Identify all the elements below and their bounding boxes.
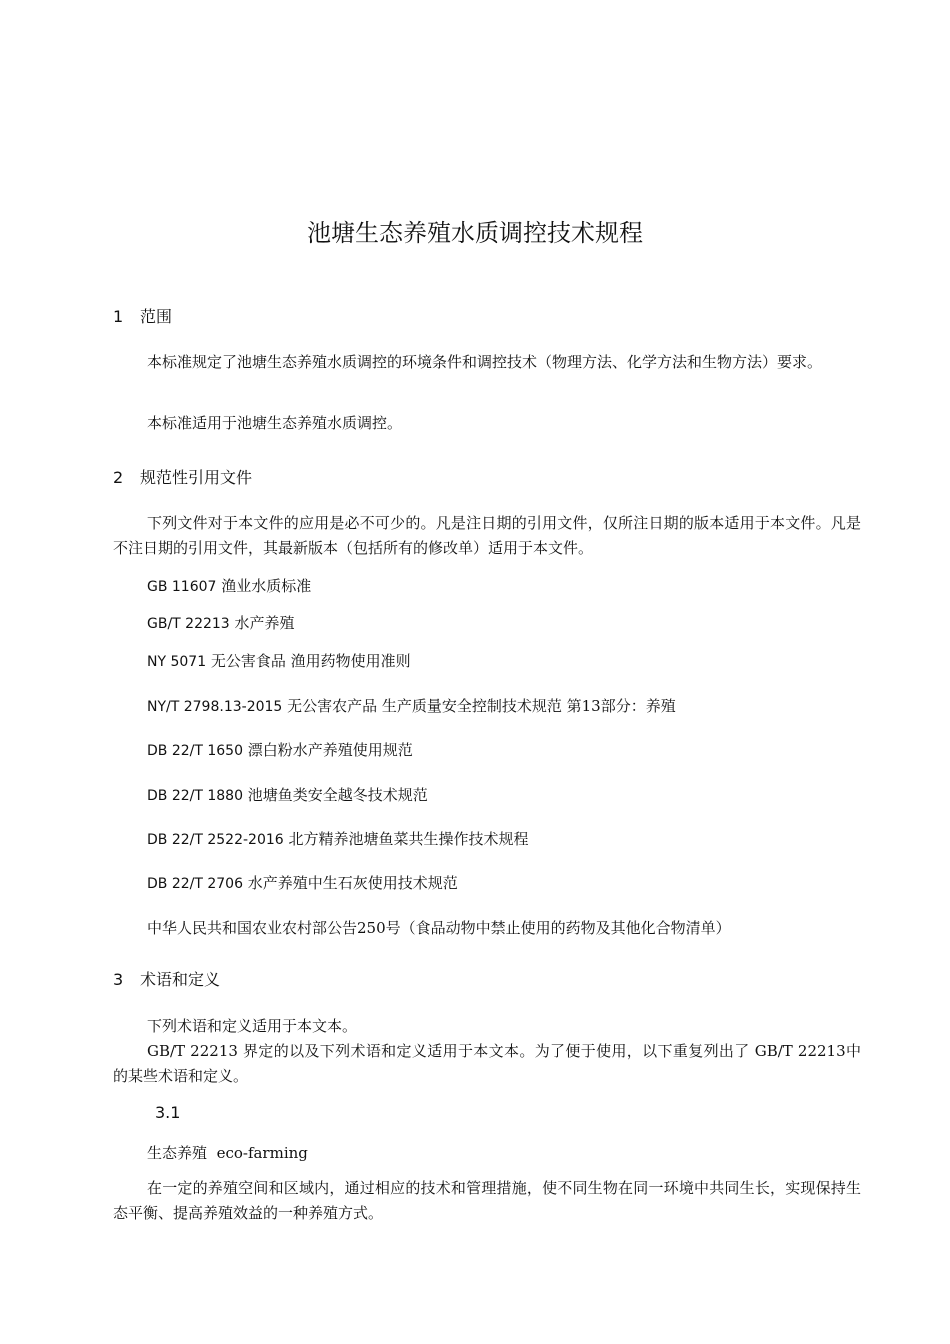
reference-code: GB/T 22213 (147, 616, 230, 632)
section-3-heading (113, 967, 220, 990)
reference-item (147, 650, 411, 671)
reference-name: 池塘鱼类安全越冬技术规范 (247, 786, 428, 804)
reference-name: 渔业水质标准 (221, 577, 312, 595)
section-1-heading (113, 304, 172, 327)
term-definition: 在一定的养殖空间和区域内，通过相应的技术和管理措施，使不同生物在同一环境中共同生长，实现保持生态平衡、提高养殖效益的一种养殖方式。 (113, 1179, 861, 1222)
reference-item (147, 612, 295, 633)
section-title: 规范性引用文件 (140, 468, 253, 487)
section-number: 3 (113, 970, 124, 989)
document-title: 池塘生态养殖水质调控技术规程 (307, 219, 643, 247)
reference-name: 北方精养池塘鱼菜共生操作技术规程 (288, 830, 529, 848)
reference-code: DB 22/T 2522-2016 (147, 832, 284, 848)
reference-name: 无公害农产品 生产质量安全控制技术规范 第13部分：养殖 (282, 697, 676, 715)
section-2-heading (113, 465, 252, 488)
section-1-paragraph-2: 本标准适用于池塘生态养殖水质调控。 (147, 414, 403, 432)
reference-name: 水产养殖中生石灰使用技术规范 (247, 874, 458, 892)
reference-name: 中华人民共和国农业农村部公告250号（食品动物中禁止使用的药物及其他化合物清单） (147, 919, 731, 937)
section-3-paragraph-1: 下列术语和定义适用于本文本。 (147, 1017, 358, 1035)
reference-item (147, 872, 458, 893)
reference-name: 无公害食品 渔用药物使用准则 (210, 652, 411, 670)
reference-item (147, 828, 528, 849)
section-2-intro: 下列文件对于本文件的应用是必不可少的。凡是注日期的引用文件，仅所注日期的版本适用于本文件。凡是不注日期的引用文件，其最新版本（包括所有的修改单）适用于本文件。 (113, 514, 861, 557)
section-title: 范围 (140, 307, 173, 326)
section-1-paragraph-1: 本标准规定了池塘生态养殖水质调控的环境条件和调控技术（物理方法、化学方法和生物方法）要求。 (147, 353, 823, 371)
reference-item (147, 695, 676, 716)
term-english: eco-farming (216, 1144, 308, 1162)
reference-item (147, 917, 731, 938)
reference-item (147, 784, 428, 805)
reference-code: GB 11607 (147, 579, 217, 595)
section-title: 术语和定义 (140, 970, 221, 989)
section-number: 2 (113, 468, 124, 487)
term-chinese: 生态养殖 (147, 1144, 208, 1162)
reference-code: NY/T 2798.13-2015 (147, 699, 283, 715)
reference-code: DB 22/T 1880 (147, 788, 243, 804)
reference-code: NY 5071 (147, 654, 207, 670)
reference-name: 水产养殖 (234, 614, 295, 632)
term-entry (147, 1142, 308, 1163)
reference-code: DB 22/T 2706 (147, 876, 243, 892)
section-3-paragraph-2: GB/T 22213 界定的以及下列术语和定义适用于本文本。为了便于使用，以下重复列出了 GB/T 22213中的某些术语和定义。 (113, 1042, 861, 1085)
reference-code: DB 22/T 1650 (147, 743, 243, 759)
reference-item (147, 739, 413, 760)
section-number: 1 (113, 307, 124, 326)
reference-item (147, 575, 311, 596)
reference-name: 漂白粉水产养殖使用规范 (247, 741, 413, 759)
subsection-number: 3.1 (155, 1103, 181, 1122)
